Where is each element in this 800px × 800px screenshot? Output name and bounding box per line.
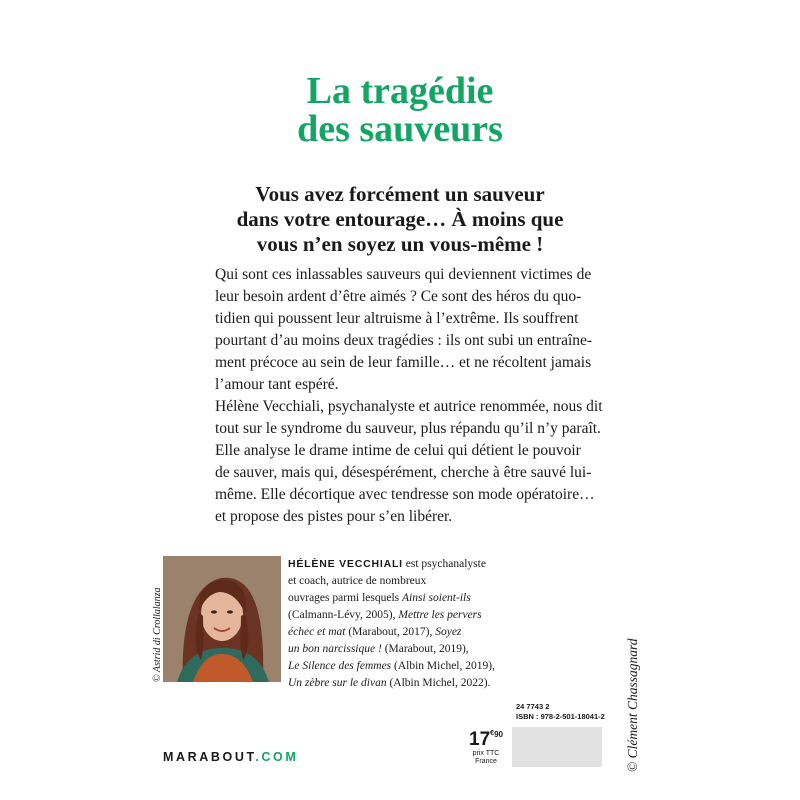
bio-text: (Albin Michel, 2022). <box>386 677 491 689</box>
price-block <box>466 730 506 766</box>
code-block <box>516 702 605 722</box>
bio-text: ouvrages parmi lesquels <box>288 592 403 604</box>
bio-line: et coach, autrice de nombreux <box>288 575 427 587</box>
photo-credit: © Astrid di Crollalanza <box>152 587 163 682</box>
price-whole: 17 <box>469 729 491 750</box>
tagline-line-2: dans votre entourage… À moins que <box>236 207 564 231</box>
bio-line <box>288 607 518 624</box>
book-title-ref: Le Silence des femmes <box>288 660 392 672</box>
publisher-logo <box>163 750 298 764</box>
barcode-area <box>512 727 602 767</box>
blurb-text <box>215 264 605 528</box>
author-bio <box>288 556 518 692</box>
blurb-line: l’amour tant espéré. <box>215 376 339 393</box>
blurb-line: tidien qui poussent leur altruisme à l’extrême. Ils souffrent <box>215 310 579 327</box>
blurb-line: pourtant d’au moins deux tragédies : ils ont subi un entraîne- <box>215 332 593 349</box>
bio-line <box>288 624 518 641</box>
blurb-line: Hélène Vecchiali, psychanalyste et autrice renommée, nous dit <box>215 398 603 415</box>
blurb-line: et propose des pistes pour s’en libérer. <box>215 508 453 525</box>
bio-text: (Marabout, 2019), <box>381 643 469 655</box>
bio-line <box>288 658 518 675</box>
blurb-line: leur besoin ardent d’être aimés ? Ce sont des héros du quo- <box>215 288 582 305</box>
author-name: HÉLÈNE VECCHIALI <box>288 558 403 570</box>
blurb-line: ment précoce au sein de leur famille… et ne récoltent jamais <box>215 354 592 371</box>
publisher-name: MARABOUT <box>163 750 256 764</box>
tagline-line-3: vous n’en soyez un vous-même ! <box>256 232 544 256</box>
title-line-2: des sauveurs <box>297 108 503 150</box>
isbn: ISBN : 978-2-501-18041-2 <box>516 712 605 721</box>
author-photo <box>163 556 281 682</box>
book-title-ref: Soyez <box>435 626 462 638</box>
book-title-ref: Un zèbre sur le divan <box>288 677 387 689</box>
bio-text: (Calmann-Lévy, 2005), <box>288 609 399 621</box>
price-region: France <box>475 758 497 765</box>
price-cents: 90 <box>494 730 503 739</box>
bio-line <box>288 675 518 692</box>
book-title-ref: Mettre les pervers <box>398 609 482 621</box>
bio-line <box>288 590 518 607</box>
author-portrait-illustration <box>163 556 281 682</box>
bio-text: (Albin Michel, 2019), <box>391 660 495 672</box>
tagline <box>0 182 800 257</box>
blurb-line: même. Elle décortique avec tendresse son mode opératoire… <box>215 486 595 503</box>
blurb-line: tout sur le syndrome du sauveur, plus répandu qu’il n’y paraît. <box>215 420 601 437</box>
bio-line <box>288 556 518 573</box>
tagline-line-1: Vous avez forcément un sauveur <box>255 182 545 206</box>
book-title-ref: un bon narcissique ! <box>288 643 382 655</box>
blurb-line: Qui sont ces inlassables sauveurs qui deviennent victimes de <box>215 266 592 283</box>
publisher-suffix: .COM <box>255 750 299 764</box>
book-title-ref: Ainsi soient-ils <box>402 592 471 604</box>
cover-credit: © Clément Chassagnard <box>625 638 640 772</box>
bio-text: (Marabout, 2017), <box>345 626 436 638</box>
bio-line <box>288 641 518 658</box>
book-title <box>0 72 800 148</box>
price-label: prix TTC <box>472 750 500 757</box>
bio-text: est psychanalyste <box>402 558 486 570</box>
product-reference: 24 7743 2 <box>516 702 550 711</box>
title-line-1: La tragédie <box>306 70 494 112</box>
price-currency: € <box>490 730 495 737</box>
blurb-line: Elle analyse le drame intime de celui qui détient le pouvoir <box>215 442 581 459</box>
book-title-ref: échec et mat <box>288 626 346 638</box>
blurb-line: de sauver, mais qui, désespérément, cherche à être sauvé lui- <box>215 464 592 481</box>
